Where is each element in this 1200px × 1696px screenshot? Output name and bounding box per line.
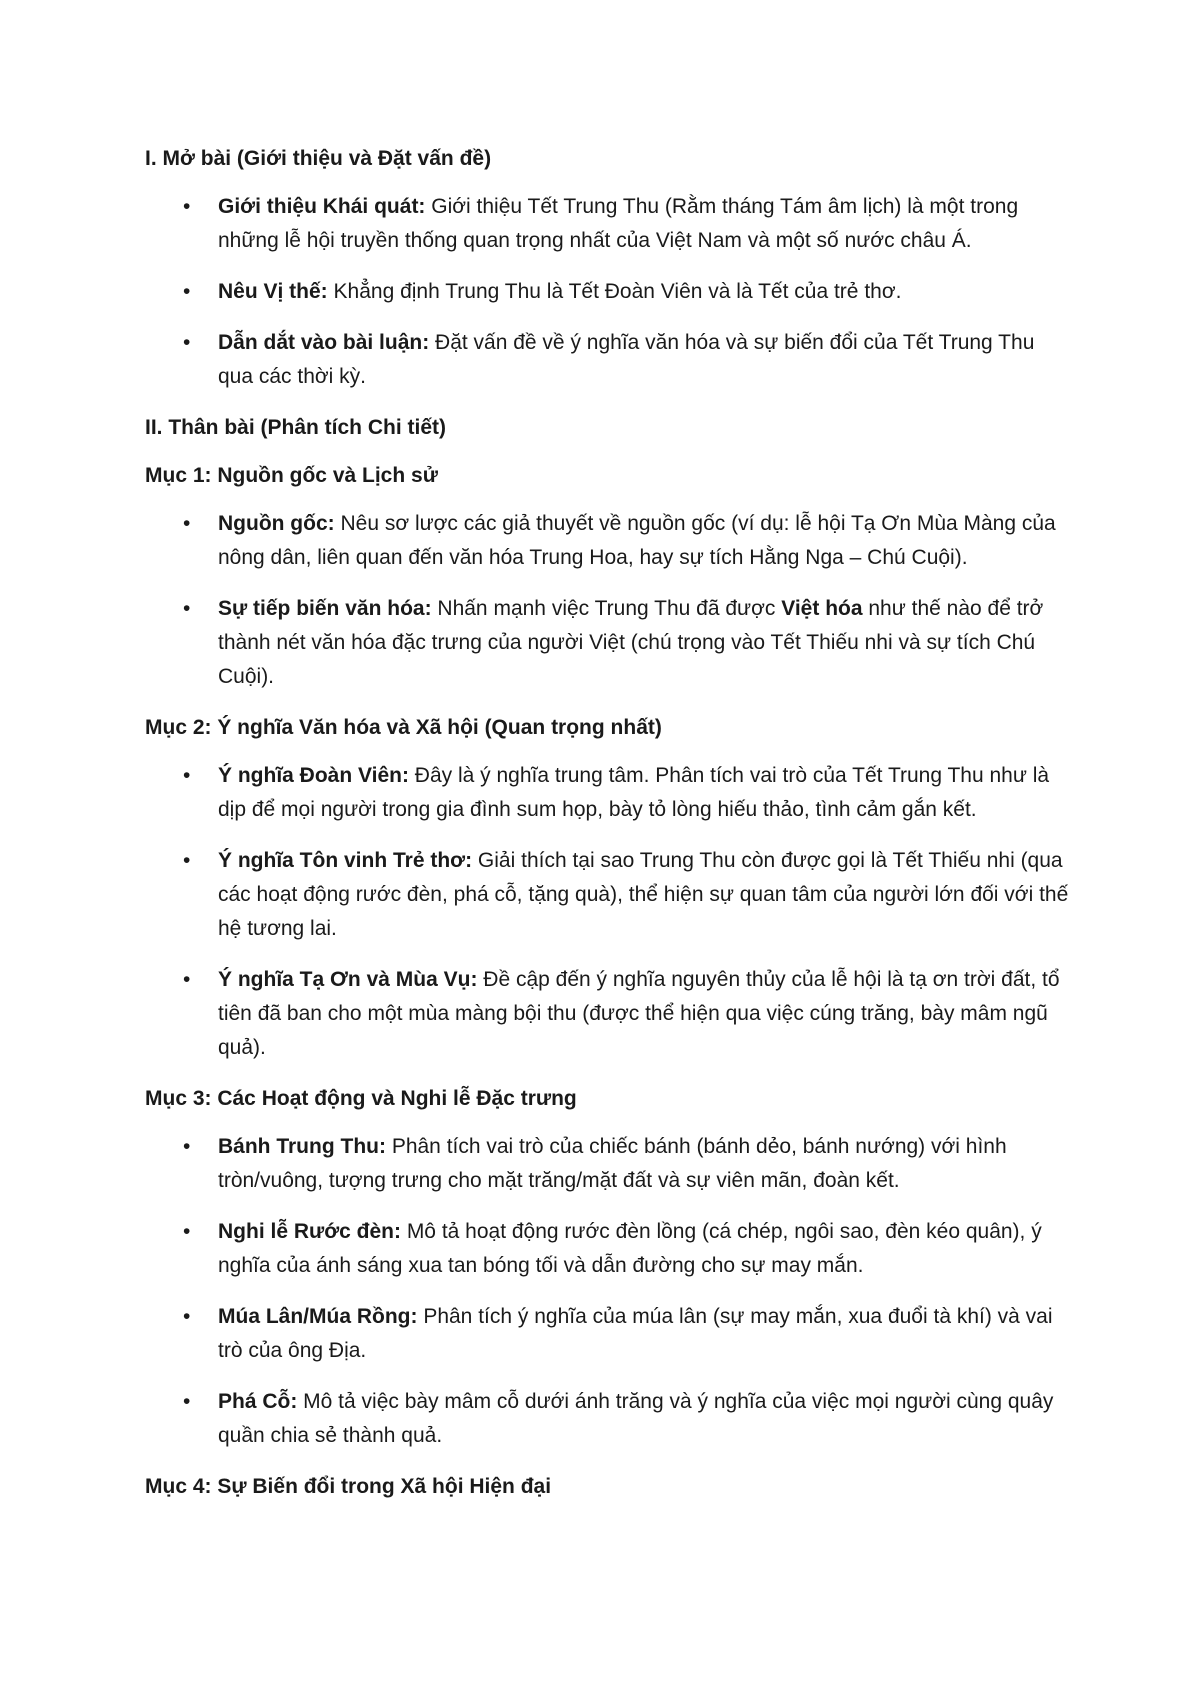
item-lead: Phá Cỗ: [218,1390,298,1413]
item-lead: Nguồn gốc: [218,512,335,535]
bullet-icon: • [183,331,191,354]
section-heading-than-bai: II. Thân bài (Phân tích Chi tiết) [145,416,447,439]
item-emphasis: Việt hóa [781,597,863,620]
item-text: Đây là ý nghĩa trung tâm. Phân tích vai trò của Tết Trung Thu như là dịp để mọi người trong gia đình sum họp, bày tỏ lòng hiếu thảo, tình cảm gắn kết. [218,764,1050,821]
bullet-icon: • [183,280,191,303]
bullet-icon: • [183,968,191,991]
muc-2-list [145,759,1075,1065]
bullet-icon: • [183,1135,191,1158]
list-item [145,507,1075,575]
muc-1-list [145,507,1075,694]
list-item [145,1300,1075,1368]
list-item [145,190,1075,258]
section-heading-muc-4: Mục 4: Sự Biến đổi trong Xã hội Hiện đại [145,1475,552,1498]
item-text: Mô tả việc bày mâm cỗ dưới ánh trăng và ý nghĩa của việc mọi người cùng quây quần chia sẻ thành quả. [218,1390,1054,1447]
list-item [145,275,1075,309]
item-text: Phân tích ý nghĩa của múa lân (sự may mắn, xua đuổi tà khí) và vai trò của ông Địa. [218,1305,1053,1362]
item-lead: Ý nghĩa Đoàn Viên: [218,764,409,787]
list-item [145,1385,1075,1453]
bullet-icon: • [183,597,191,620]
item-text: Nhấn mạnh việc Trung Thu đã được [431,597,782,620]
item-lead: Ý nghĩa Tôn vinh Trẻ thơ: [218,849,473,872]
item-text: Đề cập đến ý nghĩa nguyên thủy của lễ hội là tạ ơn trời đất, tổ tiên đã ban cho một mùa màng bội thu (được thể hiện qua việc cúng trăng, bày mâm ngũ quả). [218,968,1060,1059]
item-lead: Dẫn dắt vào bài luận: [218,331,430,354]
item-lead: Sự tiếp biến văn hóa: [218,597,432,620]
section-heading-mo-bai: I. Mở bài (Giới thiệu và Đặt vấn đề) [145,147,492,170]
bullet-icon: • [183,1220,191,1243]
item-text: Mô tả hoạt động rước đèn lồng (cá chép, ngôi sao, đèn kéo quân), ý nghĩa của ánh sáng xua tan bóng tối và dẫn đường cho sự may mắn. [218,1220,1042,1277]
document-page [145,142,1075,1518]
item-lead: Múa Lân/Múa Rồng: [218,1305,418,1328]
item-text: Giải thích tại sao Trung Thu còn được gọi là Tết Thiếu nhi (qua các hoạt động rước đèn, phá cỗ, tặng quà), thể hiện sự quan tâm của người lớn đối với thế hệ tương lai. [218,849,1069,940]
bullet-icon: • [183,195,191,218]
section-heading-muc-3: Mục 3: Các Hoạt động và Nghi lễ Đặc trưng [145,1087,577,1110]
item-text: Nêu sơ lược các giả thuyết về nguồn gốc (ví dụ: lễ hội Tạ Ơn Mùa Màng của nông dân, liên quan đến văn hóa Trung Hoa, hay sự tích Hằng Nga – Chú Cuội). [218,512,1056,569]
item-lead: Nêu Vị thế: [218,280,328,303]
item-text: Đặt vấn đề về ý nghĩa văn hóa và sự biến đổi của Tết Trung Thu qua các thời kỳ. [218,331,1035,388]
item-text: như thế nào để trở thành nét văn hóa đặc trưng của người Việt (chú trọng vào Tết Thiếu nhi và sự tích Chú Cuội). [218,597,1044,688]
list-item [145,844,1075,946]
bullet-icon: • [183,1305,191,1328]
muc-3-list [145,1130,1075,1453]
list-item [145,963,1075,1065]
item-text: Khẳng định Trung Thu là Tết Đoàn Viên và là Tết của trẻ thơ. [327,280,902,303]
item-lead: Giới thiệu Khái quát: [218,195,426,218]
list-item [145,326,1075,394]
item-text: Giới thiệu Tết Trung Thu (Rằm tháng Tám âm lịch) là một trong những lễ hội truyền thống quan trọng nhất của Việt Nam và một số nước châu Á. [218,195,1019,252]
item-lead: Bánh Trung Thu: [218,1135,386,1158]
item-text: Phân tích vai trò của chiếc bánh (bánh dẻo, bánh nướng) với hình tròn/vuông, tượng trưng cho mặt trăng/mặt đất và sự viên mãn, đoàn kết. [218,1135,1007,1192]
bullet-icon: • [183,849,191,872]
section-heading-muc-2: Mục 2: Ý nghĩa Văn hóa và Xã hội (Quan trọng nhất) [145,716,662,739]
list-item [145,759,1075,827]
list-item [145,1215,1075,1283]
mo-bai-list [145,190,1075,394]
bullet-icon: • [183,1390,191,1413]
bullet-icon: • [183,764,191,787]
item-lead: Ý nghĩa Tạ Ơn và Mùa Vụ: [218,968,478,991]
list-item [145,592,1075,694]
bullet-icon: • [183,512,191,535]
section-heading-muc-1: Mục 1: Nguồn gốc và Lịch sử [145,464,438,487]
item-lead: Nghi lễ Rước đèn: [218,1220,401,1243]
list-item [145,1130,1075,1198]
